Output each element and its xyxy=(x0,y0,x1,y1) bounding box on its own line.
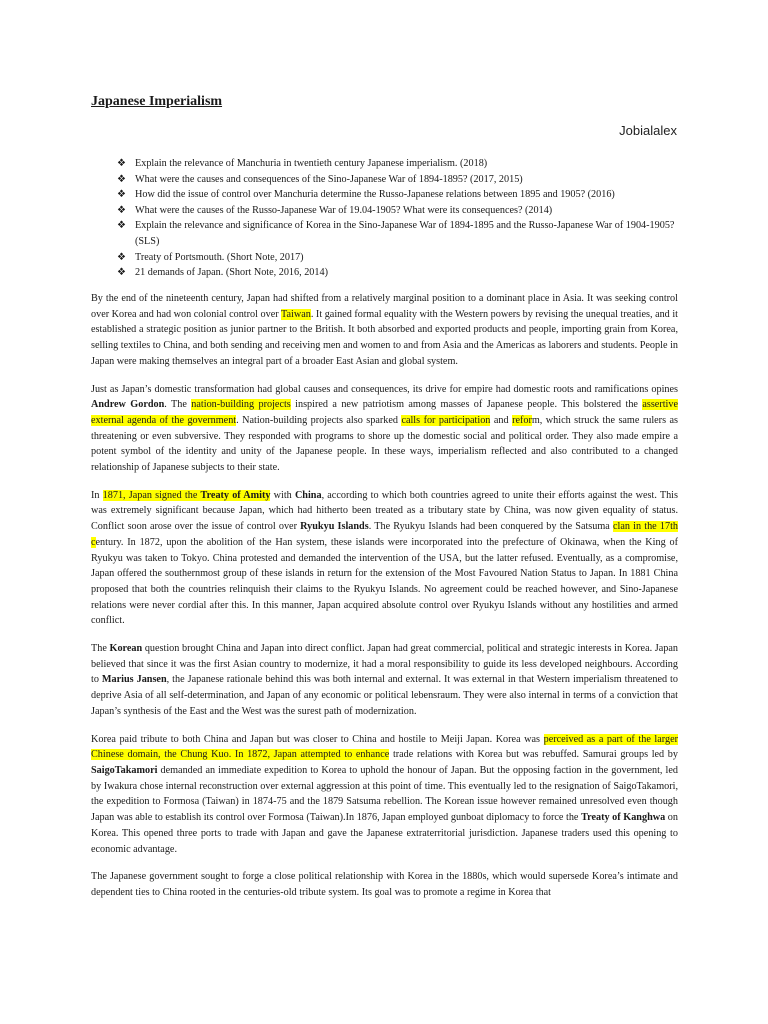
bold-name: Korean xyxy=(109,643,143,655)
paragraph-korean-question: The Korean question brought China and Japan into direct conflict. Japan had great commercial, political and strategic interests in Korea. Japan believed that since it was the first Asian country to modernize, it had a moral responsibility to guide its less developed neighbours. According to Marius Jansen, the Japanese rationale behind this was both internal and external. It was external in that Western imperialism threatened to deprive Asia of all self-determination, and Japan of any economic or political lebensraum. They were also internal in terms of a conviction that Japan’s synthesis of the East and the West was the surest path of modernization. xyxy=(91,643,678,717)
document-title: Japanese Imperialism xyxy=(91,94,223,109)
highlight: nation-building projects xyxy=(191,399,291,411)
diamond-bullet-icon: ❖ xyxy=(117,220,126,232)
highlight: perceived as a part of the larger Chinese domain, the Chung Kuo. In 1872, Japan attempted to enhance xyxy=(91,733,678,761)
document-body xyxy=(91,291,678,913)
paragraph-treaty-of-amity: In 1871, Japan signed the Treaty of Amity with China, according to which both countries agreed to unite their efforts against the west. This was extremely significant because Japan, which had hitherto been treated as a tributary state by China, was now given equality of status. Conflict soon arose over the issue of control over Ryukyu Islands. The Ryukyu Islands had been conquered by the Satsuma clan in the 17th century. In 1872, upon the abolition of the Han system, these islands were incorporated into the prefecture of Okinawa, when the King of Ryukyu was taken to Tokyo. China protested and demanded the intervention of the USA, but the latter refused. Eventually, as a compromise, Japan offered the southernmost group of these islands in return for the extension of the Most Favoured Nation Status to Japan. In 1881 China proposed that both the countries relinquish their claims to the Ryukyu Islands. No agreement could be reached however, and Sino-Japanese relations were never cordial after this. In this manner, Japan acquired absolute control over Ryukyu Islands without any hostilities and armed conflict. xyxy=(91,489,679,627)
highlight: calls for participation xyxy=(401,414,491,426)
highlight: clan in the 17th c xyxy=(91,521,679,548)
bold-name: China xyxy=(294,489,322,501)
question-list xyxy=(117,156,679,281)
list-item: ❖ What were the causes of the Russo-Japanese War of 19.04-1905? What were its consequences? (2014) xyxy=(117,203,679,219)
highlight: 1871, Japan signed the Treaty of Amity xyxy=(102,489,271,501)
list-item: ❖ Treaty of Portsmouth. (Short Note, 2017) xyxy=(117,250,679,266)
paragraph-korea-tribute: Korea paid tribute to both China and Japan but was closer to China and hostile to Meiji Japan. Korea was perceived as a part of the larger Chinese domain, the Chung Kuo. In 1872, Japan attempted to enhance trade relations with Korea but was rebuffed. Samurai groups led by SaigoTakamori demanded an immediate expedition to Korea to uphold the honour of Japan. But the opposing faction in the government, led by Iwakura chose internal reconstruction over external aggression at this point of time. This eventually led to the resignation of SaigoTakamori, the expedition to Formosa (Taiwan) in 1874-75 and the 1879 Satsuma rebellion. The Korean issue however remained unresolved even though Japan was able to establish its control over Formosa (Taiwan).In 1876, Japan employed gunboat diplomacy to force the Treaty of Kanghwa on Korea. This opened three ports to trade with Japan and gave the Japanese extraterritorial jurisdiction. Japanese traders used this opening to economic advantage. xyxy=(91,733,678,855)
paragraph-domestic-roots: Just as Japan’s domestic transformation had global causes and consequences, its drive for empire had domestic roots and ramifications opines Andrew Gordon. The nation-building projects inspired a new patriotism among masses of Japanese people. This bolstered the assertive external agenda of the government. Nation-building projects also sparked calls for participation and reform, which struck the same rulers as threatening or even subversive. They responded with programs to shore up the domestic social and political order. They also made empire a potent symbol of the identity and unity of the Japanese people. In these ways, imperialism reflected and also contributed to a changed relationship of Japanese subjects to their state. xyxy=(91,383,678,474)
diamond-bullet-icon: ❖ xyxy=(117,204,126,216)
bold-name: Ryukyu Islands xyxy=(300,521,369,533)
diamond-bullet-icon: ❖ xyxy=(117,173,126,185)
diamond-bullet-icon: ❖ xyxy=(117,158,126,169)
list-item: ❖ What were the causes and consequences of the Sino-Japanese War of 1894-1895? (2017, 2015) xyxy=(117,172,679,188)
bold-name: Treaty of Kanghwa xyxy=(581,812,666,824)
bold-name: Marius Jansen xyxy=(101,674,167,686)
list-item: ❖ How did the issue of control over Manchuria determine the Russo-Japanese relations between 1895 and 1905? (2016) xyxy=(117,187,679,203)
paragraph-japan-dominance: By the end of the nineteenth century, Japan had shifted from a relatively marginal position to a dominant place in Asia. It was seeking control over Korea and had won colonial control over Taiwan. It gained formal equality with the Western powers by revising the unequal treaties, and it established a strategic position as junior partner to the British. It both absorbed and exported products and people, importing grain from Korea, selling textiles to China, and both sending and receiving men and women to and from Asia and the Americas as laborers and students. People in Japan were making themselves an integral part of a broader East Asian and global system. xyxy=(91,293,678,367)
author-name: Jobialalex xyxy=(619,123,677,138)
diamond-bullet-icon: ❖ xyxy=(117,251,126,263)
list-item: ❖ Explain the relevance of Manchuria in twentieth century Japanese imperialism. (2018) xyxy=(117,156,679,172)
highlight: refor xyxy=(512,414,532,426)
diamond-bullet-icon: ❖ xyxy=(117,267,126,279)
list-item: ❖ 21 demands of Japan. (Short Note, 2016, 2014) xyxy=(117,265,679,281)
list-item: ❖ Explain the relevance and significance of Korea in the Sino-Japanese War of 1894-1895 and the Russo-Japanese War of 1904-1905? (SLS) xyxy=(117,220,675,247)
highlight: assertive external agenda of the government xyxy=(91,399,678,426)
diamond-bullet-icon: ❖ xyxy=(117,189,126,201)
bold-name: SaigoTakamori xyxy=(91,764,158,776)
bold-name: Andrew Gordon xyxy=(91,399,165,411)
highlight: Taiwan xyxy=(280,308,311,320)
paragraph-1880s-relations: The Japanese government sought to forge a close political relationship with Korea in the 1880s, which would supersede Korea’s intimate and dependent ties to China rooted in the centuries-old tribute system. Its goal was to promote a regime in Korea that xyxy=(91,871,678,898)
